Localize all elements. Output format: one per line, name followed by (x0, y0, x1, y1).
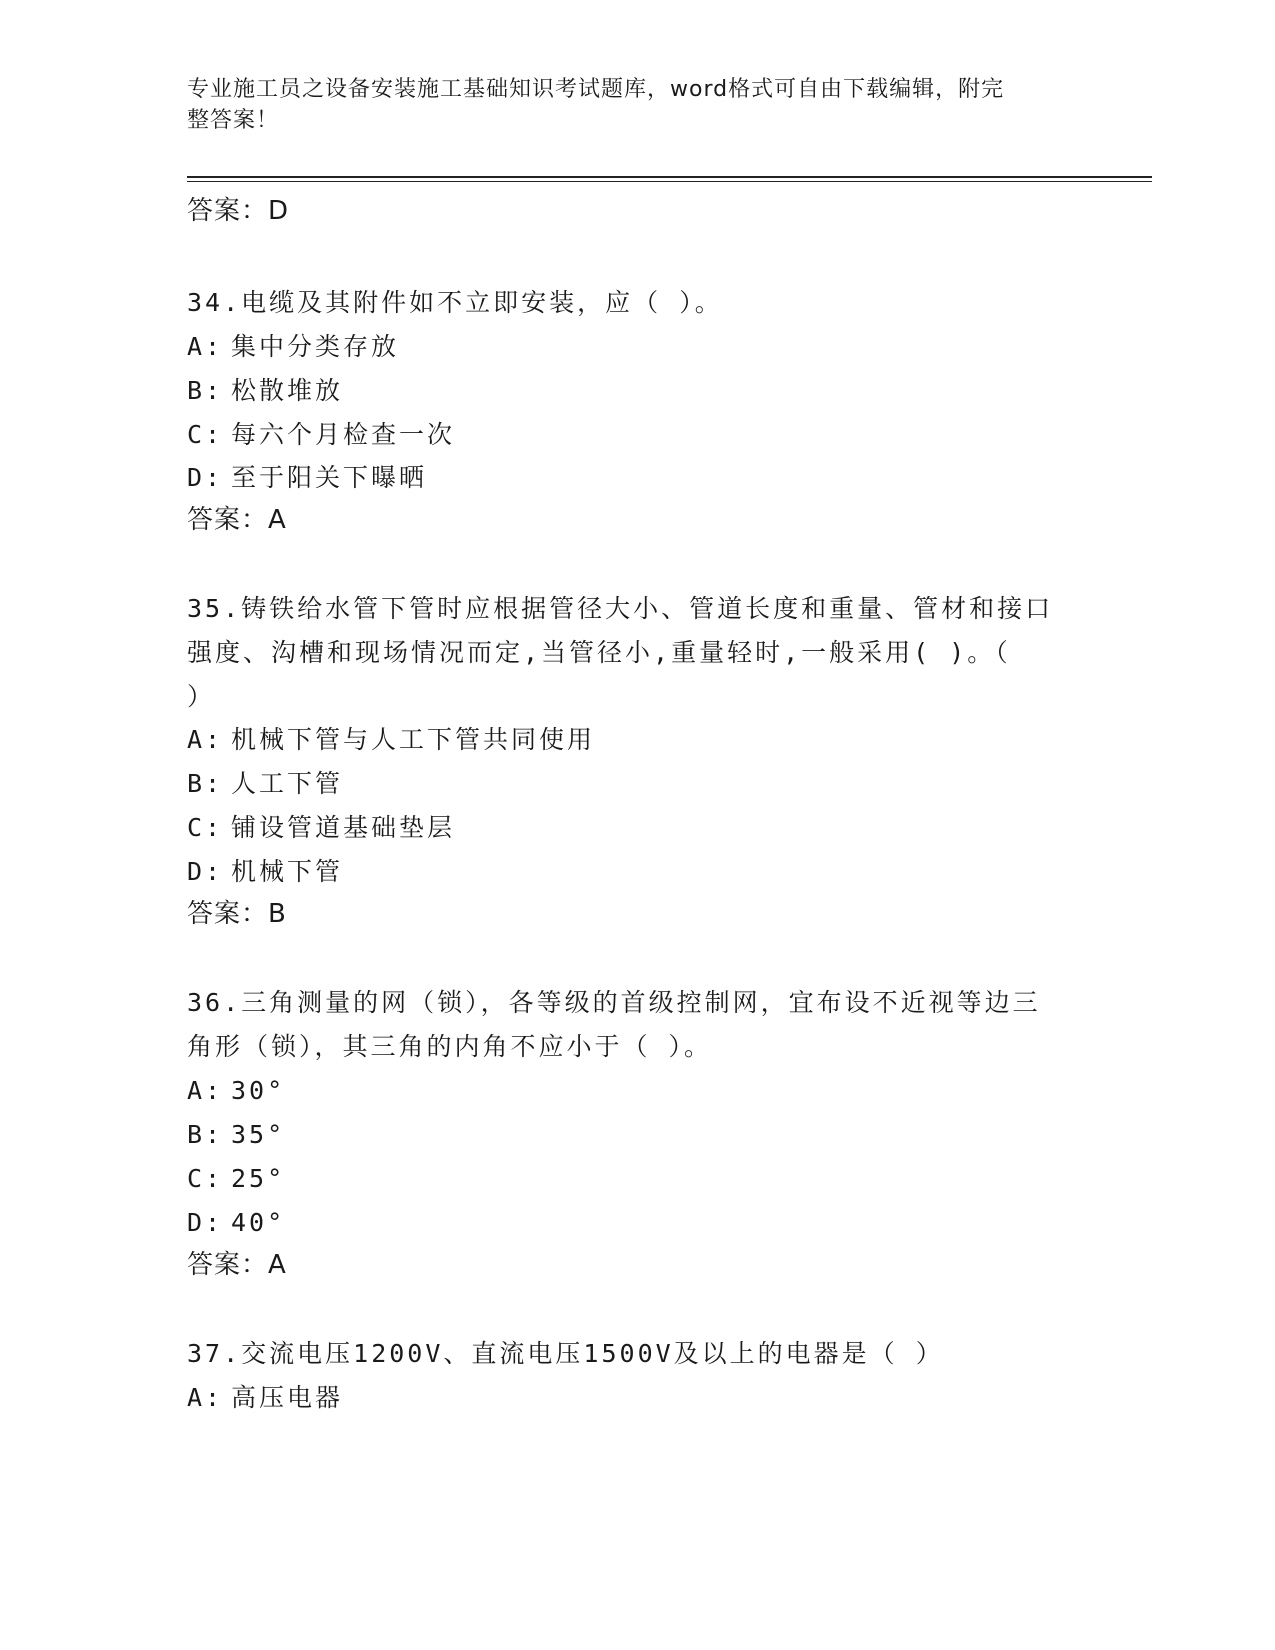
option-row (187, 376, 343, 406)
option-text: 松散堆放 (231, 376, 344, 405)
option-row (187, 463, 427, 493)
option-key: A: (187, 725, 224, 754)
option-key: B: (187, 1120, 224, 1149)
option-text: 30° (231, 1076, 286, 1105)
option-row (187, 1164, 285, 1194)
question-36-stem-line-1: 36.三角测量的网（锁），各等级的首级控制网，宜布设不近视等边三 (187, 988, 1041, 1017)
option-row (187, 769, 343, 799)
option-row (187, 1383, 343, 1413)
option-key: C: (187, 420, 224, 449)
document-header (187, 74, 1067, 136)
header-divider-thin (187, 181, 1152, 182)
option-key: C: (187, 1164, 224, 1193)
answer-35: 答案：B (187, 899, 287, 929)
option-row (187, 420, 455, 450)
option-row (187, 332, 399, 362)
option-row (187, 1120, 285, 1150)
option-text: 铺设管道基础垫层 (231, 813, 456, 842)
header-line-2: 整答案！ (187, 108, 280, 133)
option-text: 高压电器 (231, 1383, 344, 1412)
question-36-stem-line-2: 角形（锁），其三角的内角不应小于（ ）。 (187, 1032, 713, 1061)
option-text: 机械下管与人工下管共同使用 (231, 725, 596, 754)
option-row (187, 813, 455, 843)
option-text: 40° (231, 1208, 286, 1237)
option-row (187, 725, 595, 755)
option-row (187, 857, 343, 887)
option-text: 人工下管 (231, 769, 344, 798)
option-row (187, 1208, 285, 1238)
answer-34: 答案：A (187, 505, 287, 535)
option-text: 集中分类存放 (231, 332, 400, 361)
option-text: 每六个月检查一次 (231, 420, 456, 449)
option-text: 机械下管 (231, 857, 344, 886)
question-34-stem: 34.电缆及其附件如不立即安装，应（ ）。 (187, 288, 723, 317)
option-key: A: (187, 332, 224, 361)
option-key: D: (187, 463, 224, 492)
question-37-stem: 37.交流电压1200V、直流电压1500V及以上的电器是（ ） (187, 1339, 944, 1368)
option-text: 35° (231, 1120, 286, 1149)
header-divider (187, 176, 1152, 178)
question-35-stem-line-3: ） (187, 682, 216, 711)
option-key: D: (187, 1208, 224, 1237)
answer-prev: 答案：D (187, 196, 290, 226)
question-35-stem-line-1: 35.铸铁给水管下管时应根据管径大小、管道长度和重量、管材和接口 (187, 594, 1054, 623)
option-key: D: (187, 857, 224, 886)
option-text: 25° (231, 1164, 286, 1193)
option-key: A: (187, 1383, 224, 1412)
option-key: A: (187, 1076, 224, 1105)
header-line-1: 专业施工员之设备安装施工基础知识考试题库，word格式可自由下载编辑，附完 (187, 77, 1005, 102)
option-key: B: (187, 769, 224, 798)
answer-36: 答案：A (187, 1250, 287, 1280)
option-row (187, 1076, 285, 1106)
question-35-stem-line-2: 强度、沟槽和现场情况而定,当管径小,重量轻时,一般采用( )。（ (187, 638, 1011, 667)
option-text: 至于阳关下曝晒 (231, 463, 428, 492)
option-key: B: (187, 376, 224, 405)
option-key: C: (187, 813, 224, 842)
